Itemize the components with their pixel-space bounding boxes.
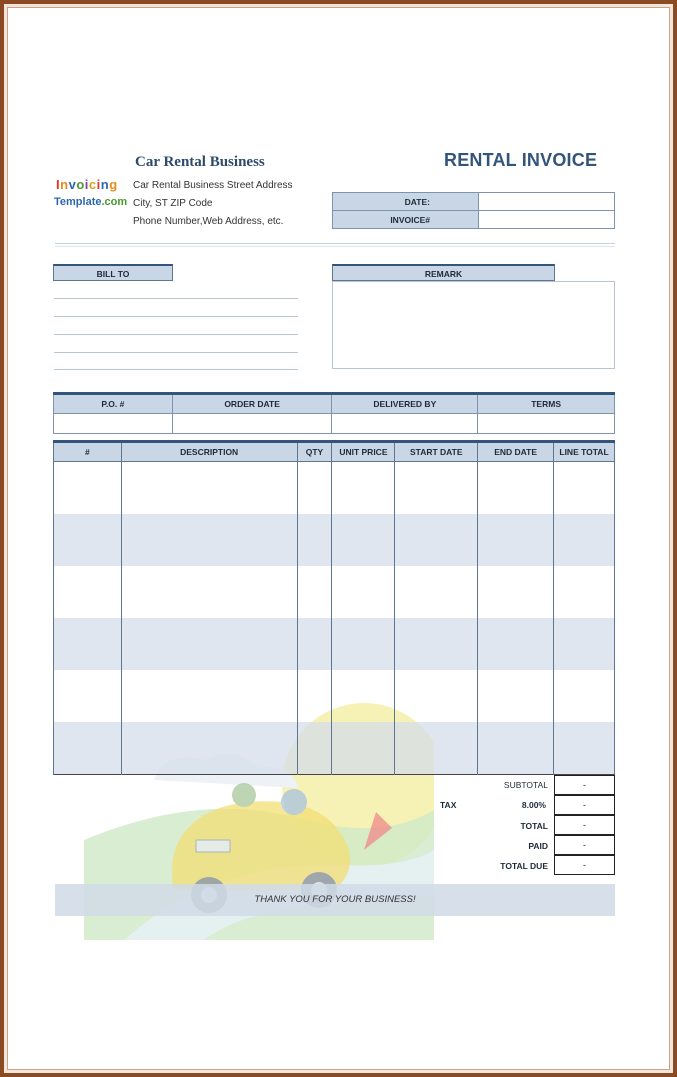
total-value: - (554, 815, 615, 835)
item-cell[interactable] (395, 618, 478, 670)
item-cell[interactable] (554, 722, 615, 775)
total-due-value: - (554, 855, 615, 875)
line-total-header: LINE TOTAL (554, 442, 615, 462)
subtotal-value: - (554, 775, 615, 795)
item-cell[interactable] (478, 670, 554, 722)
item-cell[interactable] (121, 514, 297, 566)
delivered-by-field[interactable] (332, 414, 478, 434)
item-number-header: # (54, 442, 122, 462)
header-divider-2 (55, 246, 615, 247)
paid-value[interactable]: - (554, 835, 615, 855)
item-cell[interactable] (478, 722, 554, 775)
item-cell[interactable] (554, 618, 615, 670)
item-cell[interactable] (121, 618, 297, 670)
item-cell[interactable] (554, 514, 615, 566)
remark-field[interactable] (332, 281, 615, 369)
item-cell[interactable] (54, 670, 122, 722)
item-cell[interactable] (332, 722, 395, 775)
item-cell[interactable] (332, 566, 395, 618)
item-cell[interactable] (297, 670, 332, 722)
item-cell[interactable] (54, 514, 122, 566)
end-date-header: END DATE (478, 442, 554, 462)
date-field[interactable] (479, 193, 615, 211)
table-row (54, 618, 615, 670)
date-label: DATE: (333, 193, 479, 211)
item-cell[interactable] (54, 566, 122, 618)
item-cell[interactable] (121, 722, 297, 775)
address-line-3: Phone Number,Web Address, etc. (133, 216, 284, 227)
tax-value: - (554, 795, 615, 815)
invoice-title: RENTAL INVOICE (444, 150, 598, 170)
item-cell[interactable] (395, 462, 478, 515)
description-header: DESCRIPTION (121, 442, 297, 462)
terms-field[interactable] (478, 414, 615, 434)
bill-to-label: BILL TO (53, 264, 173, 281)
item-cell[interactable] (554, 670, 615, 722)
po-number-header: P.O. # (54, 394, 173, 414)
start-date-header: START DATE (395, 442, 478, 462)
terms-header: TERMS (478, 394, 615, 414)
unit-price-header: UNIT PRICE (332, 442, 395, 462)
table-row (54, 722, 615, 775)
order-date-header: ORDER DATE (172, 394, 332, 414)
item-cell[interactable] (297, 722, 332, 775)
delivered-by-header: DELIVERED BY (332, 394, 478, 414)
item-cell[interactable] (121, 670, 297, 722)
item-cell[interactable] (297, 566, 332, 618)
order-info-table (53, 392, 615, 434)
bill-to-line-5[interactable] (54, 369, 298, 370)
item-cell[interactable] (554, 462, 615, 515)
item-cell[interactable] (478, 618, 554, 670)
bill-to-line-3[interactable] (54, 334, 298, 335)
line-items-table (53, 440, 615, 775)
item-cell[interactable] (54, 722, 122, 775)
invoice-number-label: INVOICE# (333, 211, 479, 229)
order-date-field[interactable] (172, 414, 332, 434)
invoice-number-field[interactable] (479, 211, 615, 229)
table-row (54, 670, 615, 722)
po-number-field[interactable] (54, 414, 173, 434)
item-cell[interactable] (54, 618, 122, 670)
total-due-label: TOTAL DUE (500, 861, 548, 871)
item-cell[interactable] (297, 618, 332, 670)
item-cell[interactable] (332, 618, 395, 670)
item-cell[interactable] (395, 566, 478, 618)
item-cell[interactable] (478, 566, 554, 618)
thank-you-message: THANK YOU FOR YOUR BUSINESS! (55, 884, 615, 916)
item-cell[interactable] (297, 514, 332, 566)
remark-label: REMARK (332, 264, 555, 281)
item-cell[interactable] (121, 566, 297, 618)
bill-to-line-4[interactable] (54, 352, 298, 353)
table-row (54, 514, 615, 566)
item-cell[interactable] (332, 514, 395, 566)
qty-header: QTY (297, 442, 332, 462)
item-cell[interactable] (121, 462, 297, 515)
tax-rate[interactable]: 8.00% (521, 800, 546, 810)
item-cell[interactable] (478, 514, 554, 566)
item-cell[interactable] (395, 722, 478, 775)
bill-to-line-1[interactable] (54, 298, 298, 299)
item-cell[interactable] (554, 566, 615, 618)
invoice-meta-table (332, 192, 615, 229)
item-cell[interactable] (297, 462, 332, 515)
item-cell[interactable] (54, 462, 122, 515)
item-cell[interactable] (395, 514, 478, 566)
item-cell[interactable] (332, 670, 395, 722)
logo-text-template: Template.com (54, 196, 128, 208)
item-cell[interactable] (332, 462, 395, 515)
subtotal-label: SUBTOTAL (503, 780, 548, 790)
bill-to-line-2[interactable] (54, 316, 298, 317)
table-row (54, 566, 615, 618)
paid-label: PAID (528, 841, 548, 851)
item-cell[interactable] (395, 670, 478, 722)
logo-text-invoicing: Invoicing (56, 177, 118, 192)
tax-label: TAX (440, 800, 457, 810)
business-name: Car Rental Business (135, 154, 265, 170)
table-row (54, 462, 615, 515)
address-line-2: City, ST ZIP Code (133, 198, 213, 209)
header-divider (55, 243, 615, 244)
item-cell[interactable] (478, 462, 554, 515)
address-line-1: Car Rental Business Street Address (133, 180, 293, 191)
total-label: TOTAL (520, 821, 548, 831)
